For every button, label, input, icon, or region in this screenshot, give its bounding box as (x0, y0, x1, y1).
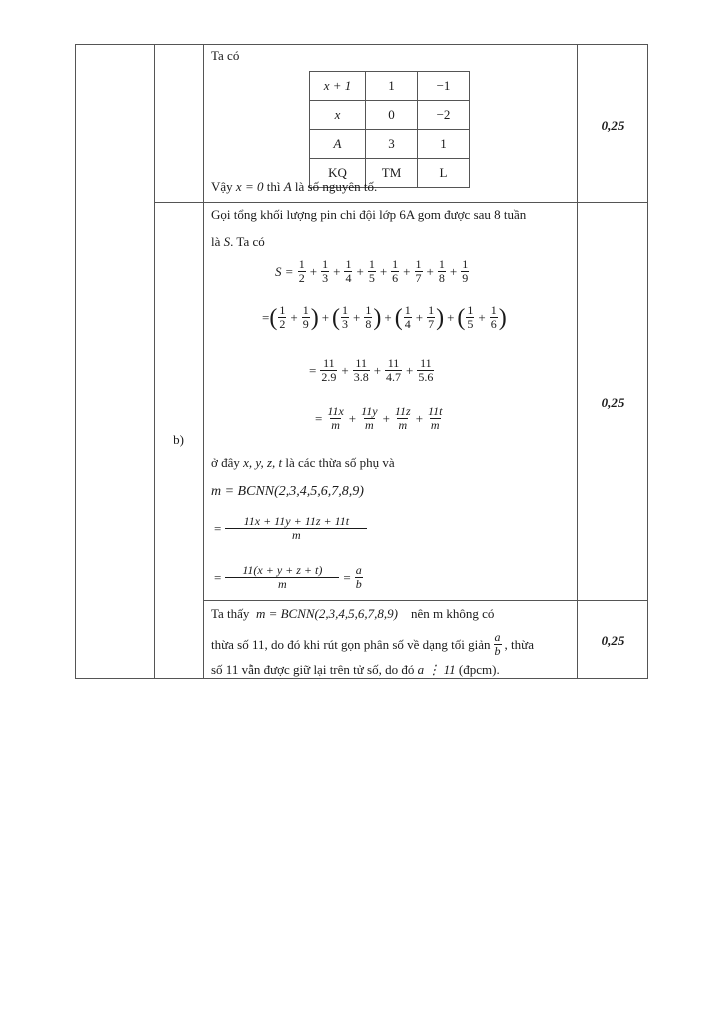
note-vars: x, y, z, t (243, 455, 283, 470)
eq1-term (298, 258, 306, 285)
eq3-term-num: 11 (387, 356, 400, 370)
eq4-term-num: 11x (327, 404, 344, 418)
open-paren: ( (332, 304, 341, 331)
table-row (310, 72, 470, 101)
close-paren: ) (310, 304, 319, 331)
conclusion-mid: thì (266, 179, 281, 194)
eq5-numerator: 11x + 11y + 11z + 11t (243, 514, 350, 528)
eq4-term-num: 11y (361, 404, 378, 418)
eq4-term (427, 405, 443, 432)
eq2-term-den: 9 (302, 317, 309, 331)
eq2-term-num: 1 (404, 303, 411, 317)
table-cell: TM (366, 159, 418, 188)
eq1-term (415, 258, 423, 285)
eq2-term-den: 3 (342, 317, 349, 331)
eq1-term-num: 1 (462, 257, 469, 271)
eq2-term (404, 304, 412, 331)
final-line-3 (211, 662, 500, 678)
final-l1-math: m = BCNN(2,3,4,5,6,7,8,9) (255, 606, 398, 621)
table-cell: KQ (310, 159, 366, 188)
final-line-2 (211, 631, 534, 658)
eq3-term-num: 11 (420, 356, 432, 370)
eq1-lhs: S = (275, 263, 294, 279)
eq3-equals: = (309, 362, 317, 378)
plus-sign: + (379, 263, 388, 279)
eq1-term-den: 2 (298, 271, 305, 285)
paragraph-line-2 (211, 234, 265, 250)
conclusion-var: x = 0 (235, 179, 264, 194)
final-l1-pre: Ta thấy (211, 606, 250, 621)
eq3-term-den: 3.8 (353, 370, 369, 384)
eq2-term (427, 304, 435, 331)
note-line (211, 455, 395, 471)
final-l2-den: b (494, 644, 501, 658)
eq2-term-den: 5 (467, 317, 474, 331)
eq4-term-den: m (365, 418, 374, 432)
final-l3-post: (đpcm). (458, 662, 500, 677)
eq6-equals-2: = (343, 569, 351, 585)
line2-s: S (223, 234, 231, 249)
equation-1 (275, 258, 470, 285)
eq2-term-den: 2 (279, 317, 286, 331)
eq1-term-den: 5 (368, 271, 375, 285)
eq4-term-den: m (430, 418, 440, 432)
eq6-result-den: b (355, 577, 362, 591)
eq6-result-num: a (355, 563, 362, 577)
final-l1-post: nên m không có (410, 606, 495, 621)
eq4-term-den: m (398, 418, 408, 432)
open-paren: ( (269, 304, 278, 331)
note-pre: ở đây (211, 455, 240, 470)
eq2-term-den: 7 (428, 317, 435, 331)
score-a: 0,25 (601, 118, 625, 133)
plus-sign: + (321, 309, 330, 325)
eq2-term-num: 1 (342, 303, 349, 317)
row-divider-1 (154, 202, 648, 203)
close-paren: ) (373, 304, 382, 331)
eq6-denominator: m (225, 577, 339, 591)
eq4-term (326, 405, 344, 432)
eq2-term (466, 304, 474, 331)
eq1-term (321, 258, 329, 285)
plus-sign: + (384, 309, 392, 325)
eq3-term-den: 5.6 (418, 370, 434, 384)
bcnn-line: m = BCNN(2,3,4,5,6,7,8,9) (211, 484, 364, 499)
table-row (310, 130, 470, 159)
row-divider-2 (203, 600, 648, 601)
plus-sign: + (415, 309, 424, 325)
close-paren: ) (436, 304, 445, 331)
eq2-term-den: 8 (365, 317, 372, 331)
plus-sign: + (403, 263, 411, 279)
eq1-term (344, 258, 352, 285)
final-line-1 (211, 606, 494, 622)
plus-sign: + (353, 309, 361, 325)
eq2-term-num: 1 (279, 303, 286, 317)
table-cell: A (310, 130, 366, 159)
table-cell: x (310, 101, 366, 130)
plus-sign: + (341, 362, 349, 378)
final-l2-num: a (494, 630, 501, 644)
plus-sign: + (356, 263, 364, 279)
eq2-term-num: 1 (302, 303, 309, 317)
eq3-term (320, 357, 337, 384)
final-l3-math: a ⋮ 11 (417, 662, 456, 677)
eq2-term-den: 6 (490, 317, 497, 331)
eq1-term-den: 7 (415, 271, 422, 285)
col-divider-3 (577, 44, 578, 679)
paragraph-line-1: Gọi tổng khối lượng pin chi đội lớp 6A gom được sau 8 tuần (211, 207, 527, 222)
plus-sign: + (290, 309, 298, 325)
eq2-term-den: 4 (404, 317, 411, 331)
final-l2-pre: thừa số 11, do đó khi rút gọn phân số về dạng tối giản (211, 636, 491, 652)
eq3-term (353, 357, 370, 384)
eq2-term (341, 304, 349, 331)
eq1-term-den: 6 (392, 271, 399, 285)
final-l2-fraction (494, 631, 502, 658)
table-cell: 0 (366, 101, 418, 130)
eq3-term (385, 357, 402, 384)
intro-text: Ta có (211, 48, 240, 63)
plus-sign: + (333, 263, 341, 279)
eq3-term-num: 11 (355, 356, 367, 370)
part-label-b: b) (173, 432, 184, 447)
eq4-term-num: 11t (428, 404, 443, 418)
col-divider-1 (154, 44, 155, 679)
eq1-term-den: 4 (345, 271, 352, 285)
equation-3 (306, 357, 435, 384)
table-cell: 1 (418, 130, 470, 159)
eq4-term-den: m (331, 418, 340, 432)
eq1-term-num: 1 (368, 257, 375, 271)
eq3-term-den: 2.9 (321, 370, 337, 384)
score-b: 0,25 (601, 395, 625, 410)
eq3-term (417, 357, 434, 384)
eq1-term-den: 3 (322, 271, 329, 285)
table-cell: 1 (366, 72, 418, 101)
value-table (309, 71, 470, 188)
plus-sign: + (447, 309, 455, 325)
eq5-denominator: m (225, 528, 367, 542)
line2-pre: là (211, 234, 221, 249)
eq4-term (360, 405, 378, 432)
eq2-equals: = (262, 309, 270, 325)
line2-post: . Ta có (230, 234, 265, 249)
plus-sign: + (309, 263, 318, 279)
eq4-term-num: 11z (394, 404, 411, 418)
equation-2 (262, 304, 507, 331)
eq1-term-num: 1 (415, 257, 422, 271)
eq6-result (355, 564, 363, 591)
eq6-fraction (225, 564, 339, 591)
table-cell: L (418, 159, 470, 188)
plus-sign: + (382, 410, 390, 426)
eq1-term-den: 8 (438, 271, 445, 285)
eq3-term-num: 11 (323, 356, 335, 370)
eq1-term-num: 1 (438, 257, 445, 271)
table-cell: −1 (418, 72, 470, 101)
conclusion-post: là số nguyên tố. (294, 179, 378, 194)
eq1-term-num: 1 (392, 257, 399, 271)
plus-sign: + (348, 410, 357, 426)
eq2-term (302, 304, 310, 331)
eq2-term-num: 1 (467, 303, 474, 317)
plus-sign: + (478, 309, 486, 325)
eq2-term (278, 304, 286, 331)
equation-4 (312, 405, 444, 432)
eq1-term (391, 258, 399, 285)
col-divider-2 (203, 44, 204, 679)
eq1-term-num: 1 (345, 257, 352, 271)
table-cell: −2 (418, 101, 470, 130)
plus-sign: + (426, 263, 434, 279)
eq4-equals: = (315, 410, 323, 426)
eq1-term-num: 1 (322, 257, 329, 271)
eq6-equals: = (214, 569, 222, 585)
eq1-term (461, 258, 469, 285)
plus-sign: + (373, 362, 382, 378)
note-post: là các thừa số phụ và (285, 455, 395, 470)
final-l3-pre: số 11 vẫn được giữ lại trên tử số, do đó (211, 662, 415, 677)
plus-sign: + (449, 263, 458, 279)
conclusion-pre: Vậy (211, 179, 233, 194)
eq2-term-num: 1 (428, 303, 435, 317)
open-paren: ( (457, 304, 466, 331)
eq2-term-num: 1 (490, 303, 497, 317)
table-cell: x + 1 (310, 72, 366, 101)
close-paren: ) (498, 304, 507, 331)
final-l2-post: , thừa (504, 636, 534, 652)
eq1-term-den: 9 (462, 271, 469, 285)
eq6-numerator: 11(x + y + z + t) (242, 563, 323, 577)
eq2-term (490, 304, 498, 331)
conclusion-a: A (283, 179, 292, 194)
eq2-term-num: 1 (365, 303, 372, 317)
table-row (310, 101, 470, 130)
score-c: 0,25 (601, 633, 625, 648)
eq1-term-num: 1 (298, 257, 305, 271)
conclusion-line (211, 179, 377, 195)
eq3-term-den: 4.7 (386, 370, 402, 384)
open-paren: ( (394, 304, 403, 331)
eq1-term (438, 258, 446, 285)
eq2-term (364, 304, 372, 331)
equation-5 (211, 515, 368, 542)
table-cell: 3 (366, 130, 418, 159)
equation-6 (211, 564, 364, 591)
eq5-fraction (225, 515, 367, 542)
eq1-term (368, 258, 376, 285)
eq4-term (394, 405, 412, 432)
plus-sign: + (415, 410, 424, 426)
eq5-equals: = (214, 520, 222, 536)
plus-sign: + (406, 362, 414, 378)
